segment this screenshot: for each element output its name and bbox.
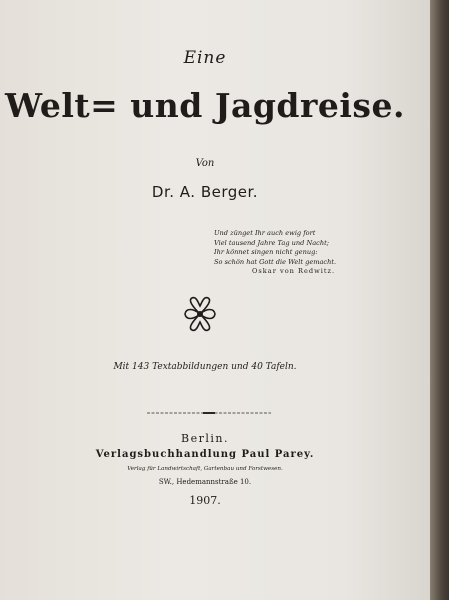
publication-year: 1907. [189,494,221,507]
by-label: Von [195,158,215,169]
epigraph [214,229,364,277]
epigraph-line: So schön hat Gott die Welt gemacht. [214,257,337,266]
epigraph-line: Ihr könnet singen nicht genug: [214,248,318,257]
epigraph-author: Oskar von Redwitz. [252,267,336,276]
epigraph-line: Viel tausend Jahre Tag und Nacht; [214,238,329,247]
book-title: Welt= und Jagdreise. [5,86,405,125]
epigraph-line: Und zünget Ihr auch ewig fort [214,229,316,237]
pre-title: Eine [183,48,227,68]
illustrations-note: Mit 143 Textabbildungen und 40 Tafeln. [113,362,297,372]
publisher-name: Verlagsbuchhandlung Paul Parey. [95,449,315,460]
publisher-city: Berlin. [181,432,229,445]
book-edge [430,0,449,600]
floral-ornament-icon [183,295,217,333]
decorative-rule [147,412,271,414]
publisher-subtitle: Verlag für Landwirtschaft, Gartenbau und Forstwesen. [127,466,283,472]
author-name: Dr. A. Berger. [151,183,259,201]
publisher-address: SW., Hedemannstraße 10. [158,478,252,486]
